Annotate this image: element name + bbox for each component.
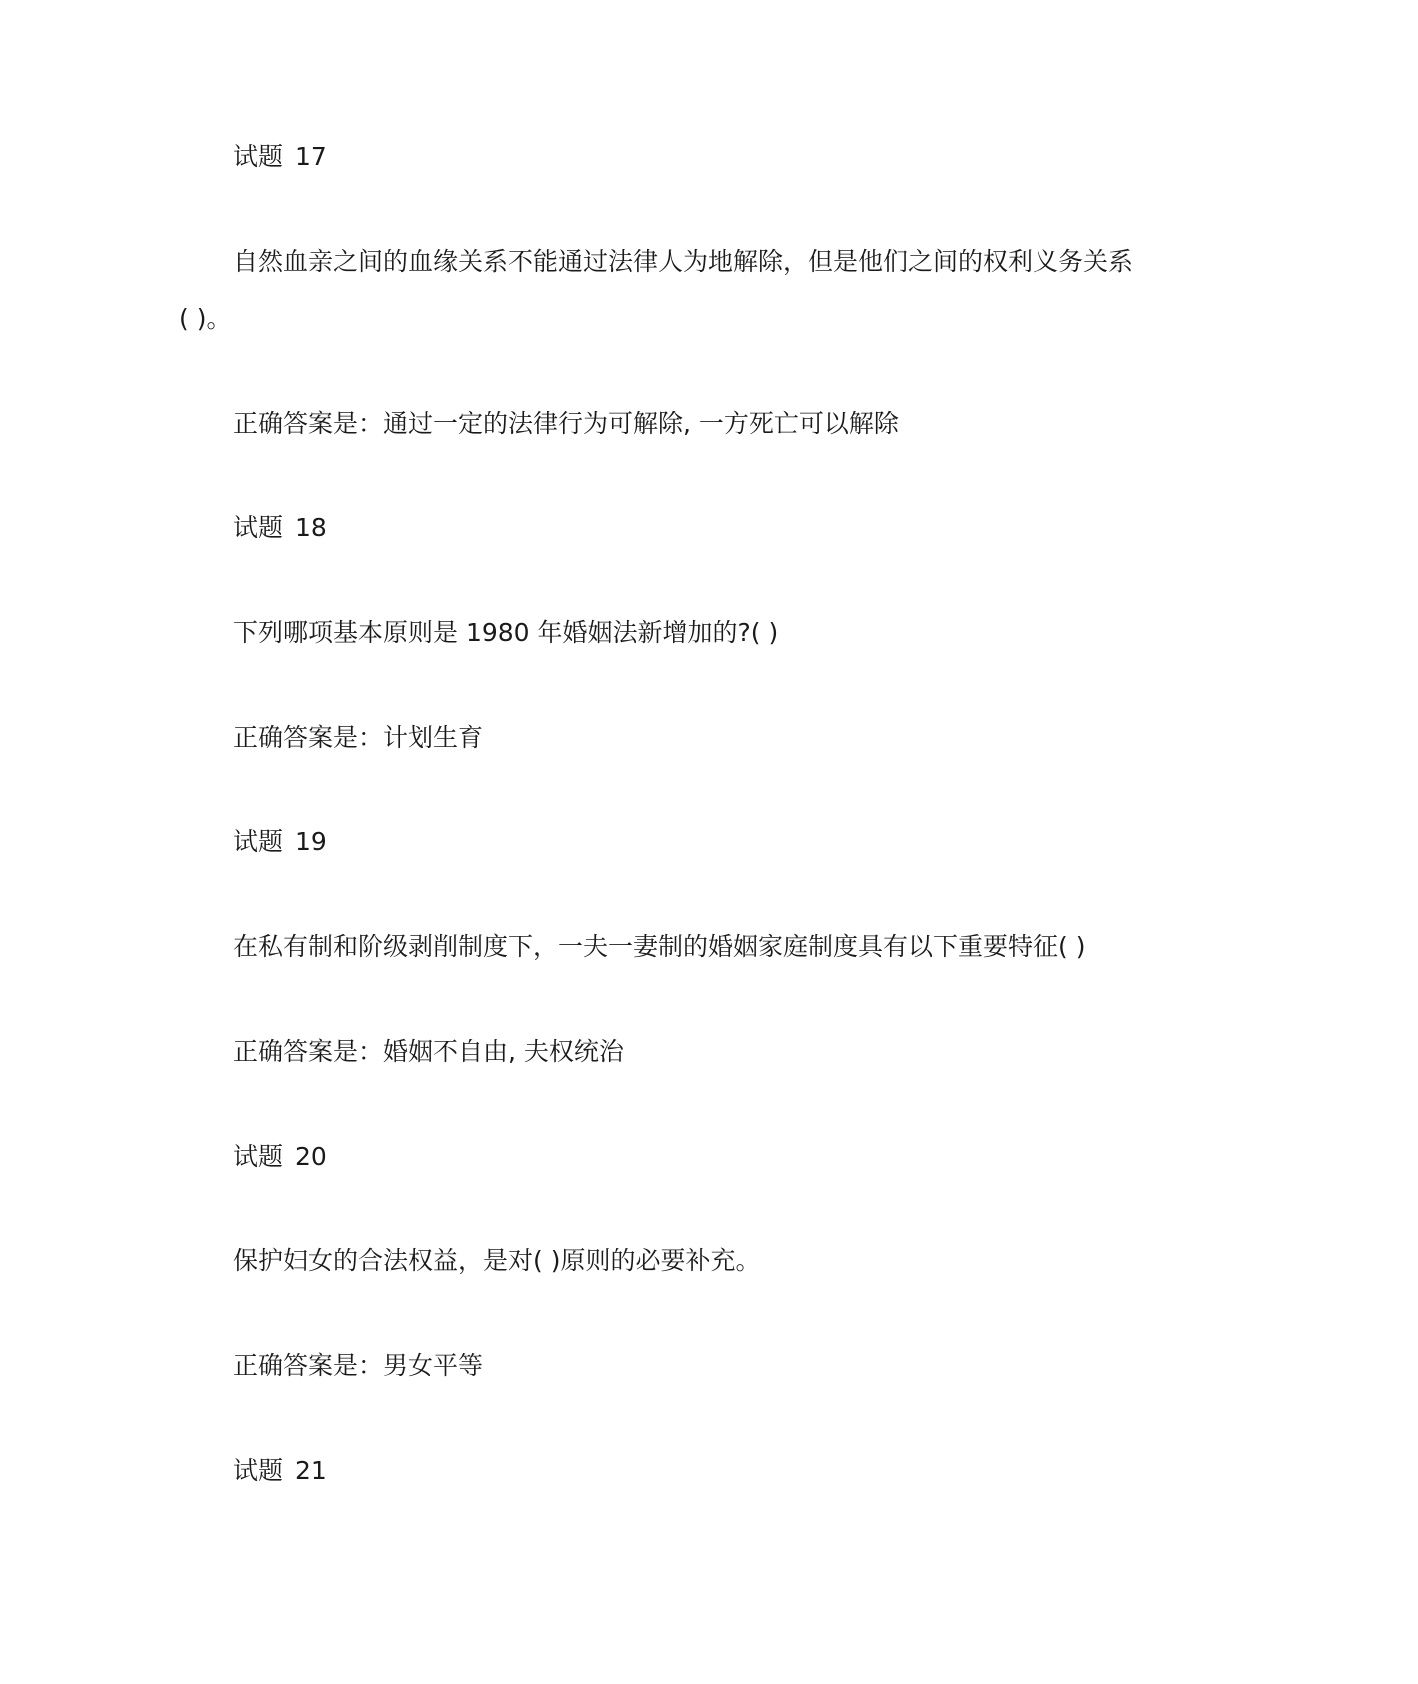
question-number: 18: [295, 513, 327, 542]
question-heading: [233, 825, 327, 859]
question-text: 自然血亲之间的血缘关系不能通过法律人为地解除，但是他们之间的权利义务关系: [233, 247, 1134, 276]
question-heading: [233, 1140, 327, 1174]
answer-label: 正确答案是：: [233, 409, 384, 438]
question-heading-label: 试题: [233, 142, 284, 171]
answer-label: 正确答案是：: [233, 723, 384, 752]
question-heading: [233, 1454, 327, 1488]
question-text: 下列哪项基本原则是 1980 年婚姻法新增加的?( ): [233, 618, 779, 647]
answer-label: 正确答案是：: [233, 1037, 384, 1066]
question-heading-label: 试题: [233, 827, 284, 856]
answer-line: [233, 721, 483, 755]
answer-line: [233, 407, 899, 441]
answer-text: 男女平等: [383, 1351, 484, 1380]
question-text: 保护妇女的合法权益，是对( )原则的必要补充。: [233, 1246, 761, 1275]
answer-line: [233, 1035, 624, 1069]
question-number: 21: [295, 1456, 327, 1485]
answer-text: 婚姻不自由, 夫权统治: [383, 1037, 624, 1066]
answer-text: 通过一定的法律行为可解除, 一方死亡可以解除: [383, 409, 899, 438]
question-number: 19: [295, 827, 327, 856]
question-number: 20: [295, 1142, 327, 1171]
question-heading-label: 试题: [233, 1456, 284, 1485]
question-text: 在私有制和阶级剥削制度下，一夫一妻制的婚姻家庭制度具有以下重要特征( ): [233, 932, 1086, 961]
question-heading: [233, 140, 327, 174]
question-number: 17: [295, 142, 327, 171]
question-heading-label: 试题: [233, 1142, 284, 1171]
answer-label: 正确答案是：: [233, 1351, 384, 1380]
answer-text: 计划生育: [383, 723, 484, 752]
answer-line: [233, 1349, 483, 1383]
question-heading-label: 试题: [233, 513, 284, 542]
question-heading: [233, 511, 327, 545]
question-text-continued: ( )。: [179, 304, 232, 333]
